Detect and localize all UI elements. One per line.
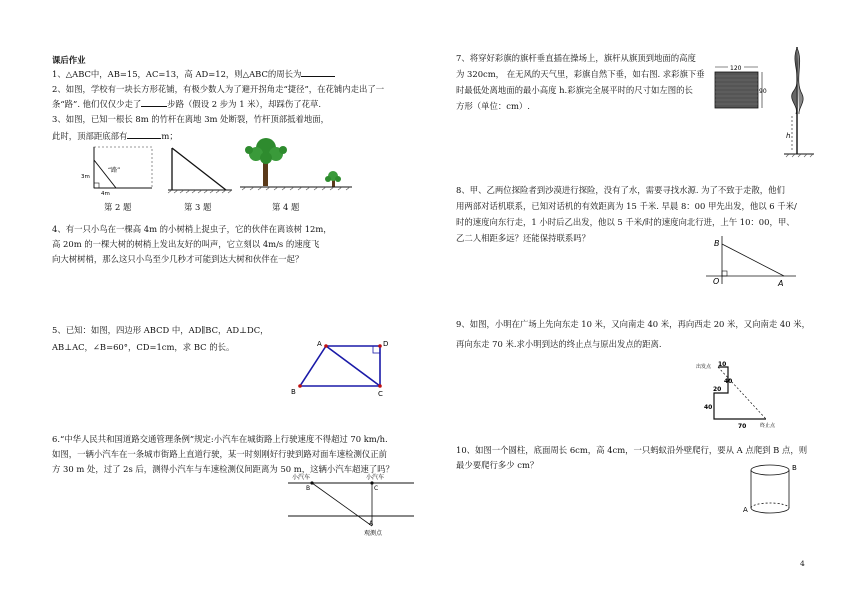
page-number: 4 bbox=[800, 559, 805, 568]
question-9-line2: 再向东走 70 米.求小明到达的终止点与原出发点的距离. bbox=[456, 339, 662, 349]
label-car-2: 小汽车 bbox=[366, 474, 385, 481]
question-8-line2: 用两部对话机联系，已知对话机的有效距离为 15 千米. 早晨 8：00 甲先出发，他以 6 千米/ bbox=[456, 201, 797, 211]
figure-q3 bbox=[166, 144, 234, 198]
question-9-line1: 9、如图，小明在广场上先向东走 10 米，又向南走 40 米，再向西走 20 米，又向南走 40 米， bbox=[456, 319, 811, 329]
label-10: 10 bbox=[718, 361, 727, 368]
figure-q9 bbox=[694, 360, 794, 434]
figure-q6 bbox=[284, 472, 424, 538]
label-end: 终止点 bbox=[760, 423, 776, 429]
figure-q7-flag bbox=[712, 62, 772, 118]
figure-q2 bbox=[78, 146, 156, 196]
label-height: 90 bbox=[759, 88, 767, 95]
figure-q10-cylinder bbox=[740, 458, 802, 520]
question-5-line2: AB⊥AC，∠B=60°，CD=1cm，求 BC 的长。 bbox=[52, 342, 235, 352]
label-car-1: 小汽车 bbox=[292, 474, 311, 481]
small-tree-icon bbox=[325, 171, 341, 187]
label-A: A bbox=[778, 279, 784, 288]
label-B: B bbox=[306, 485, 311, 492]
figure-q8 bbox=[702, 232, 800, 288]
figure-q5 bbox=[284, 336, 396, 398]
question-3-line1: 3、如图，已知一根长 8m 的竹杆在离地 3m 处断裂，竹杆顶部抵着地面， bbox=[52, 114, 330, 124]
question-7-line3: 时最低处离地面的最小高度 h.彩旗完全展平时的尺寸如左图的长 bbox=[456, 85, 693, 95]
label-B: B bbox=[714, 239, 720, 248]
label-C: C bbox=[378, 390, 383, 398]
label-C: C bbox=[374, 485, 379, 492]
question-4-line1: 4、有一只小鸟在一棵高 4m 的小树梢上捉虫子，它的伙伴在离该树 12m， bbox=[52, 224, 332, 234]
label-4m: 4m bbox=[101, 191, 110, 196]
label-20: 20 bbox=[713, 386, 722, 393]
question-2-line2: 条“路”. 他们仅仅少走了 步路（假设 2 步为 1 米），却踩伤了花草. bbox=[52, 96, 321, 112]
label-observation-point: 观测点 bbox=[364, 530, 383, 537]
label-40-b: 40 bbox=[704, 404, 713, 411]
figure-q4-trees bbox=[236, 134, 356, 192]
label-A: A bbox=[369, 520, 374, 527]
question-10-line2: 最少要爬行多少 cm？ bbox=[456, 460, 539, 470]
label-B: B bbox=[792, 464, 797, 472]
question-7-line4: 方形（单位：cm）. bbox=[456, 101, 530, 111]
question-8-line1: 8、甲、乙两位探险者到沙漠进行探险，没有了水，需要寻找水源. 为了不致于走散，他们 bbox=[456, 185, 785, 195]
question-4-line2: 高 20m 的一棵大树的树梢上发出友好的叫声，它立刻以 4m/s 的速度飞 bbox=[52, 239, 320, 249]
question-6-line3: 方 30 m 处，过了 2s 后，测得小汽车与车速检测仪间距离为 50 m，这辆小汽车超速了吗？ bbox=[52, 464, 394, 474]
label-width: 120 bbox=[730, 65, 742, 72]
label-A: A bbox=[317, 340, 322, 348]
question-1: 1、△ABC中，AB=15，AC=13，高 AD=12，则△ABC的周长为 bbox=[52, 66, 335, 82]
label-D: D bbox=[383, 340, 389, 348]
question-7-line1: 7、将穿好彩旗的旗杆垂直插在操场上，旗杆从旗顶到地面的高度 bbox=[456, 53, 696, 63]
big-tree-icon bbox=[245, 138, 287, 186]
caption-q3: 第 3 题 bbox=[184, 202, 212, 212]
label-70: 70 bbox=[738, 423, 747, 430]
heading: 课后作业 bbox=[52, 55, 86, 65]
question-6-line1: 6.“中华人民共和国道路交通管理条例”规定:小汽车在城街路上行驶速度不得超过 70 km/h. bbox=[52, 434, 388, 444]
label-40-a: 40 bbox=[724, 378, 733, 385]
answer-blank bbox=[141, 96, 167, 107]
label-lu: “路” bbox=[108, 167, 121, 174]
answer-blank bbox=[127, 128, 161, 139]
label-A: A bbox=[743, 506, 748, 514]
question-4-line3: 向大树树梢，那么这只小鸟至少几秒才可能到达大树和伙伴在一起？ bbox=[52, 254, 304, 264]
question-6-line2: 如图，一辆小汽车在一条城市街路上直道行驶，某一时刻刚好行驶到路对面车速检测仪正前 bbox=[52, 449, 387, 459]
question-5-line1: 5、已知：如图，四边形 ABCD 中，AD∥BC，AD⊥DC， bbox=[52, 325, 269, 335]
question-10-line1: 10、如图一个圆柱，底面周长 6cm，高 4cm，一只蚂蚁沿外壁爬行，要从 A 点爬到 B 点，则 bbox=[456, 445, 808, 455]
label-3m: 3m bbox=[81, 174, 90, 180]
label-B: B bbox=[291, 388, 296, 396]
label-h: h bbox=[786, 132, 791, 140]
label-O: O bbox=[713, 277, 720, 286]
caption-q4: 第 4 题 bbox=[272, 202, 300, 212]
question-2-line1: 2、如图，学校有一块长方形花铺，有极少数人为了避开拐角走“捷径”，在花铺内走出了一 bbox=[52, 84, 385, 94]
figure-q7-pole bbox=[782, 44, 816, 158]
question-8-line4: 乙二人相距多远？还能保持联系吗？ bbox=[456, 233, 590, 243]
question-3-line2: 此时，顶部距底部有 m； bbox=[52, 128, 178, 144]
question-8-line3: 时的速度向东行走，1 小时后乙出发，他以 5 千米/时的速度向北行进，上午 10：00，甲、 bbox=[456, 217, 795, 227]
label-start: 出发点 bbox=[696, 364, 712, 370]
question-7-line2: 为 320cm， 在无风的天气里，彩旗自然下垂，如右图. 求彩旗下垂 bbox=[456, 69, 705, 79]
caption-q2: 第 2 题 bbox=[104, 202, 132, 212]
answer-blank bbox=[301, 66, 335, 77]
